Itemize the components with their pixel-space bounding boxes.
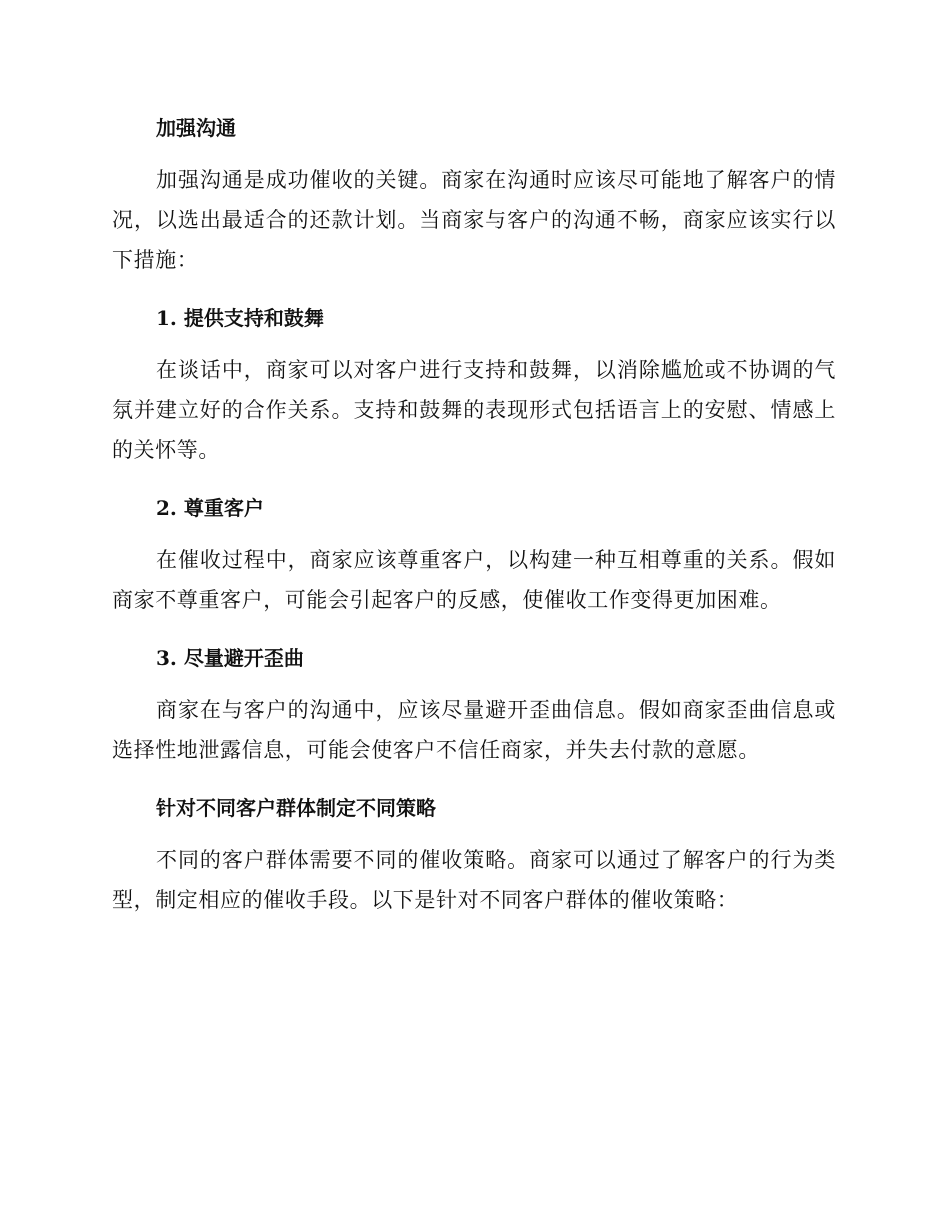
spacer [112,470,836,488]
spacer [112,148,836,160]
spacer [112,338,836,350]
section-heading-avoid-distortion: 3. 尽量避开歪曲 [156,646,304,670]
section-paragraph-respect: 在催收过程中，商家应该尊重客户，以构建一种互相尊重的关系。假如商家不尊重客户，可能会引起客户的反感，使催收工作变得更加困难。 [112,548,836,612]
section-paragraph-customer-groups: 不同的客户群体需要不同的催收策略。商家可以通过了解客户的行为类型，制定相应的催收手段。以下是针对不同客户群体的催收策略： [112,848,836,912]
section-paragraph-support: 在谈话中，商家可以对客户进行支持和鼓舞，以消除尴尬或不协调的气氛并建立好的合作关系。支持和鼓舞的表现形式包括语言上的安慰、情感上的关怀等。 [112,358,836,462]
spacer [112,678,836,690]
document-body [112,108,836,920]
section-paragraph-communication: 加强沟通是成功催收的关键。商家在沟通时应该尽可能地了解客户的情况，以选出最适合的还款计划。当商家与客户的沟通不畅，商家应该实行以下措施： [112,168,836,272]
spacer [112,620,836,638]
section-heading-support: 1. 提供支持和鼓舞 [156,306,324,330]
section-heading-customer-groups: 针对不同客户群体制定不同策略 [156,796,436,820]
spacer [112,528,836,540]
section-heading-communication: 加强沟通 [156,116,236,140]
section-heading-respect: 2. 尊重客户 [156,496,264,520]
section-paragraph-avoid-distortion: 商家在与客户的沟通中，应该尽量避开歪曲信息。假如商家歪曲信息或选择性地泄露信息，可能会使客户不信任商家，并失去付款的意愿。 [112,698,836,762]
spacer [112,828,836,840]
spacer [112,280,836,298]
spacer [112,770,836,788]
